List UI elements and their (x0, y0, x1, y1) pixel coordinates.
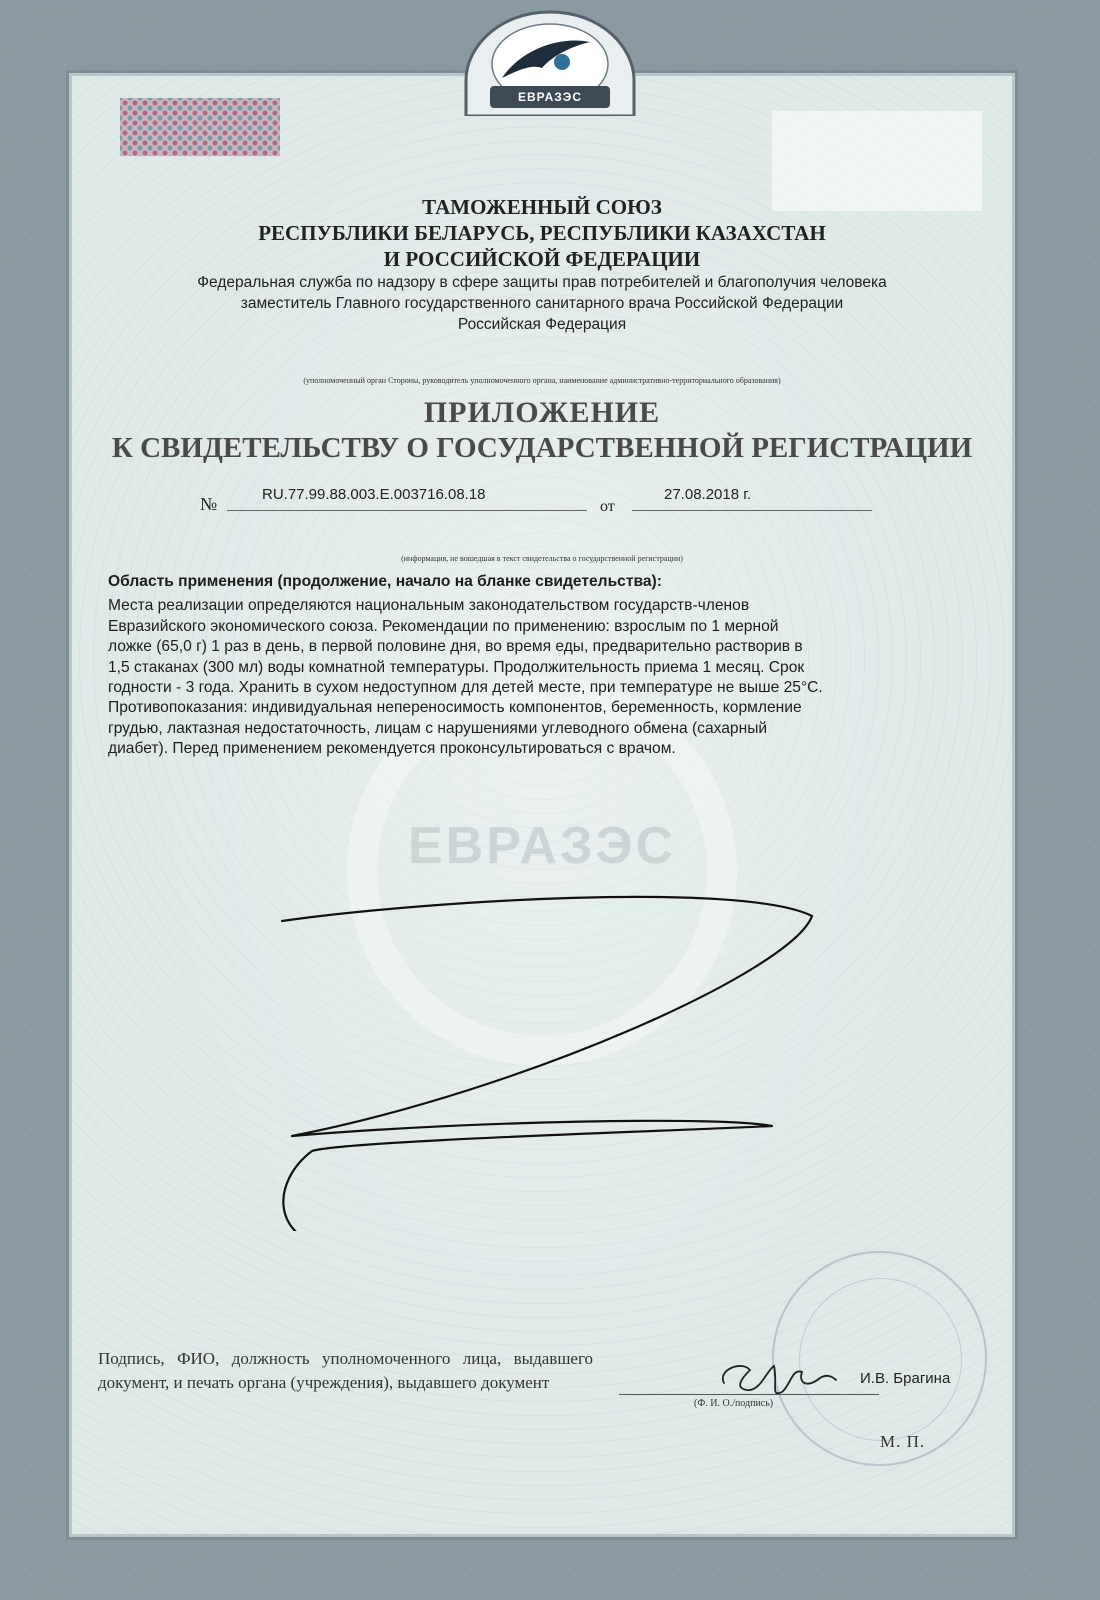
header (72, 194, 1012, 335)
hologram-sticker (120, 98, 280, 156)
registration-number: RU.77.99.88.003.E.003716.08.18 (262, 486, 486, 503)
section-title: Область применения (продолжение, начало на бланке свидетельства): (108, 573, 662, 590)
union-title-line-3: И РОССИЙСКОЙ ФЕДЕРАЦИИ (383, 247, 701, 271)
seal-mark: М. П. (880, 1432, 926, 1451)
signature-caption: Подпись, ФИО, должность уполномоченного лица, выдавшего документ, и печать органа (учреждения), выдавшего документ (98, 1349, 593, 1392)
from-label: от (600, 498, 615, 515)
registration-line (72, 486, 1012, 516)
body-line: годности - 3 года. Хранить в сухом недоступном для детей месте, при температуре не выше 25°С. (108, 679, 823, 697)
registration-note: (информация, не вошедшая в текст свидетельства о государственной регистрации) (401, 554, 683, 563)
body-line: Противопоказания: индивидуальная непереносимость компонентов, беременность, кормление (108, 699, 802, 717)
agency-line-1: Федеральная служба по надзору в сфере защиты прав потребителей и благополучия человека (197, 274, 887, 291)
agency-line-3: Российская Федерация (457, 316, 627, 333)
eurasec-emblem (462, 8, 638, 116)
title-line-2: К СВИДЕТЕЛЬСТВУ О ГОСУДАРСТВЕННОЙ РЕГИСТРАЦИИ (111, 432, 973, 464)
body-line: диабет). Перед применением рекомендуется проконсультироваться с врачом. (108, 740, 676, 758)
number-sign: № (200, 494, 218, 514)
number-underline (227, 510, 587, 511)
union-title-line-1: ТАМОЖЕННЫЙ СОЮЗ (422, 195, 662, 219)
signer-name: И.В. Брагина (860, 1370, 951, 1387)
registration-date: 27.08.2018 г. (664, 486, 752, 503)
z-cancellation-mark (272, 831, 832, 1231)
body-line: Евразийского экономического союза. Рекомендации по применению: взрослым по 1 мерной (108, 617, 779, 635)
body-line: ложке (65,0 г) 1 раз в день, в первой половине дня, во время еды, предварительно растворив в (108, 638, 803, 656)
emblem-label: ЕВРАЗЭС (517, 90, 582, 104)
union-title-line-2: РЕСПУБЛИКИ БЕЛАРУСЬ, РЕСПУБЛИКИ КАЗАХСТАН (258, 221, 826, 245)
document-title (72, 396, 1012, 465)
body-line: грудью, лактазная недостаточность, лицам с нарушениями углеводного обмена (сахарный (108, 719, 768, 737)
title-line-1: ПРИЛОЖЕНИЕ (423, 396, 661, 429)
application-section (108, 572, 988, 760)
date-underline (632, 510, 872, 511)
signature-underline (619, 1394, 879, 1395)
certificate-paper (72, 76, 1012, 1534)
fio-note: (Ф. И. О./подпись) (694, 1398, 774, 1409)
body-line: 1,5 стаканах (300 мл) воды комнатной температуры. Продолжительность приема 1 месяц. Срок (108, 658, 805, 676)
agency-line-2: заместитель Главного государственного санитарного врача Российской Федерации (240, 295, 844, 312)
watermark-text: ЕВРАЗЭС (407, 817, 677, 875)
body-line: Места реализации определяются национальным законодательством государств-членов (108, 597, 750, 615)
authority-note: (уполномоченный орган Стороны, руководитель уполномоченного органа, наименование административно-территориального образования) (303, 376, 781, 385)
